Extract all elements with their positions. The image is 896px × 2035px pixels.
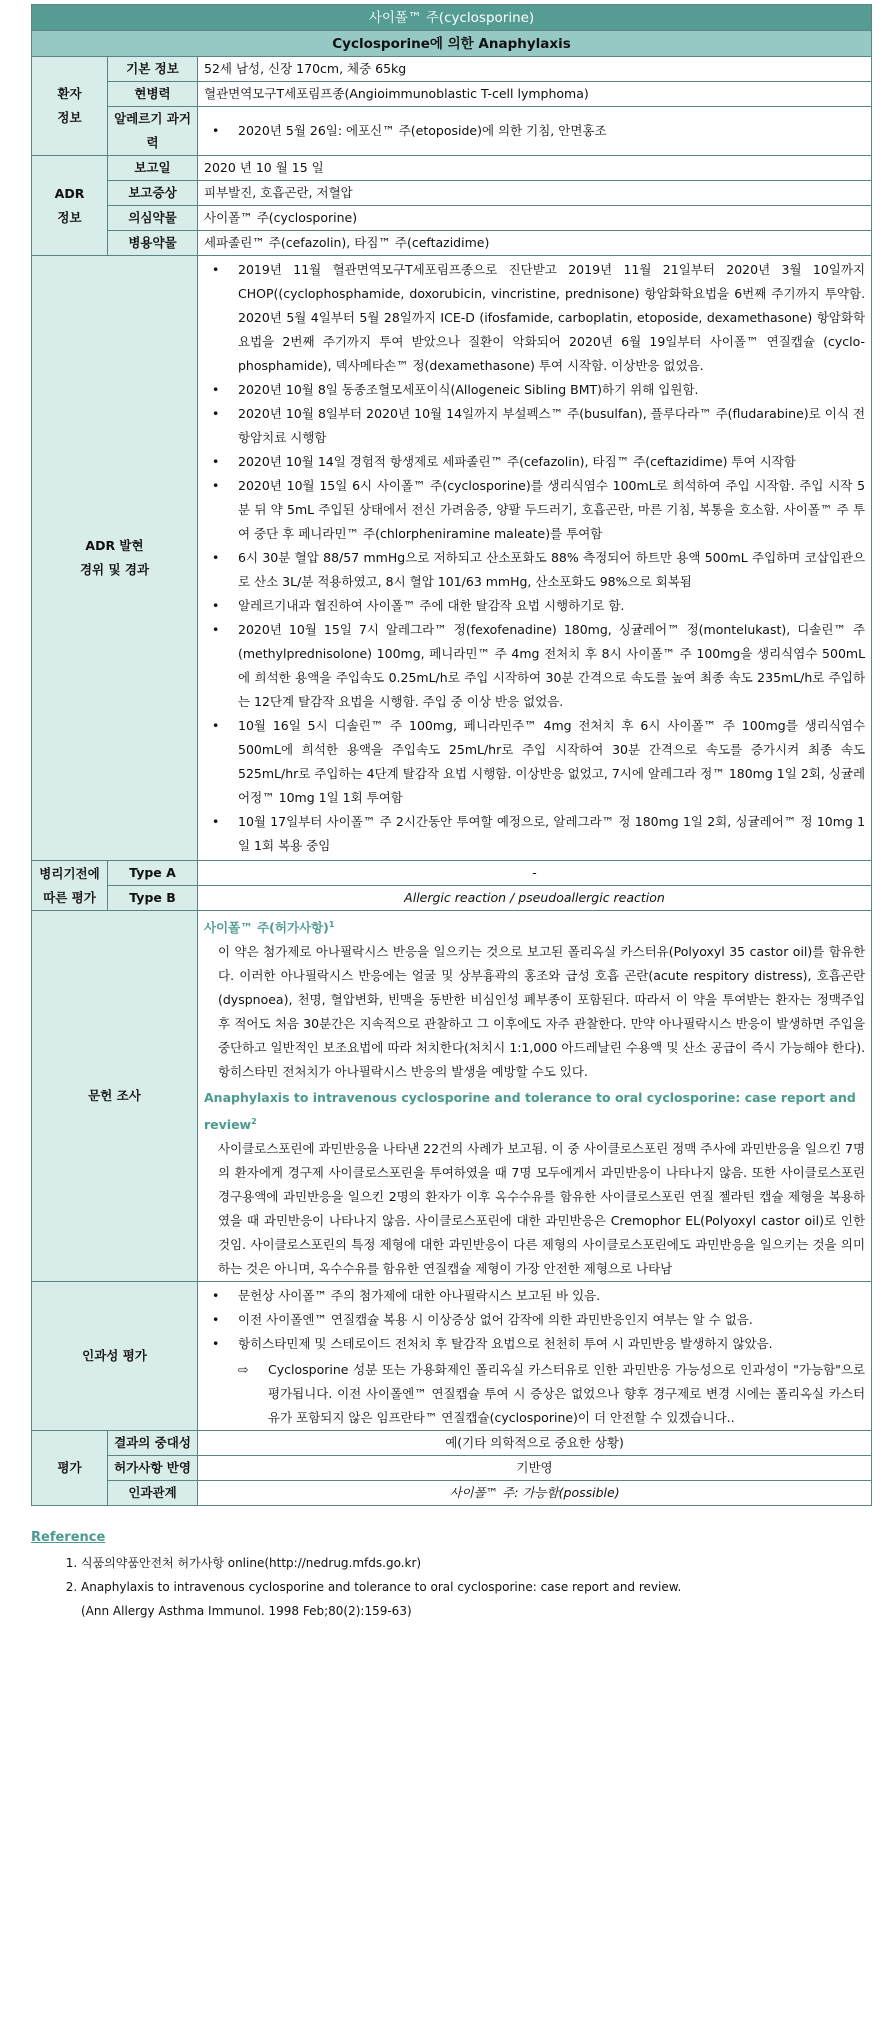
concomitant-drug-value: 세파졸린™ 주(cefazolin), 타짐™ 주(ceftazidime) [198, 231, 872, 256]
reference-item: 2. Anaphylaxis to intravenous cyclosporine and tolerance to oral cyclosporine: case report and review. (Ann Allergy Asthma Immunol. 1998 Feb;80(2):159-63) [81, 1575, 871, 1623]
course-item: • 2020년 10월 15일 6시 사이폴™ 주(cyclosporine)를 생리식염수 100mL로 희석하여 주입 시작함. 주입 시작 5분 뒤 약 5mL 주입된 상태에서 전신 가려움증, 양팔 두드러기, 호흡곤란, 마른 기침, 복통을 호소함. 사이폴™ 주 투여 중단 후 페니라민™ 주(chlorpheniramine maleate)를 투여함 [204, 474, 865, 546]
allergy-history-item: • 2020년 5월 26일: 에포신™ 주(etoposide)에 의한 기침, 안면홍조 [204, 119, 865, 143]
adr-report-table [31, 4, 872, 1506]
course-item: • 2019년 11월 혈관면역모구T세포림프종으로 진단받고 2019년 11월 21일부터 2020년 3월 10일까지 CHOP((cyclophosphamide, doxorubicin, vincristine, prednisone) 항암화학요법을 6번째 주기까지 투약함. 2020년 5월 4일부터 5월 28일까지 ICE-D (ifosfamide, carboplatin, etoposide, dexamethasone) 항암화학요법을 2번째 주기까지 투여 받았으나 질환이 악화되어 2020년 6월 19일부터 사이폴™ 연질캡슐 (cyclo-phosphamide), 덱사메타손™ 정(dexamethasone) 투여 시작함. 이상반응 없었음. [204, 258, 865, 378]
basic-info-value: 52세 남성, 신장 170cm, 체중 65kg [198, 57, 872, 82]
severity-label: 결과의 중대성 [108, 1431, 198, 1456]
literature-section-title: Anaphylaxis to intravenous cyclosporine and tolerance to oral cyclosporine: case report and review$^2$ [204, 1090, 856, 1133]
patient-info-group-label: 환자 정보 [32, 57, 108, 156]
concomitant-drug-label: 병용약물 [108, 231, 198, 256]
reported-symptoms-label: 보고증상 [108, 181, 198, 206]
suspected-drug-label: 의심약물 [108, 206, 198, 231]
report-title: 사이폴™ 주(cyclosporine) [32, 5, 872, 31]
arrow-right-icon: ⇨ [238, 1362, 249, 1378]
course-item: • 10월 17일부터 사이폴™ 주 2시간동안 투여할 예정으로, 알레그라™ 정 180mg 1일 2회, 싱귤레어™ 정 10mg 1일 1회 복용 중임 [204, 810, 865, 858]
course-item: • 2020년 10월 8일부터 2020년 10월 14일까지 부설펙스™ 주(busulfan), 플루다라™ 주(fludarabine)로 이식 전 항암치료 시행함 [204, 402, 865, 450]
reference-item: 1. 식품의약품안전처 허가사항 online(http://nedrug.mfds.go.kr) [81, 1551, 871, 1575]
type-b-value: Allergic reaction / pseudoallergic reaction [198, 886, 872, 911]
literature-section-body: 사이클로스포린에 과민반응을 나타낸 22건의 사례가 보고됨. 이 중 사이클로스포린 정맥 주사에 과민반응을 일으킨 7명의 환자에게 경구제 사이클로스포린을 투여하였을 때 7명 모두에게서 과민반응이 나타나지 않음. 또한 사이클로스포린 경구용액에 과민반응을 일으킨 2명의 환자가 이후 옥수수유를 함유한 사이클로스포린 연질 젤라틴 캡슐 제형을 복용하였을 때 과민반응이 나타나지 않음. 사이클로스포린에 대한 과민반응은 Cremophor EL(Polyoxyl castor oil)로 인한 것임. 사이클로스포린의 특정 제형에 대한 과민반응이 다른 제형의 사이클로스포린에도 과민반응을 일으키는 것을 의미하는 것은 아니며, 옥수수유를 함유한 연질캡슐 제형이 가장 안전한 제형으로 나타남 [218, 1141, 866, 1277]
course-item: • 2020년 10월 8일 동종조혈모세포이식(Allogeneic Sibling BMT)하기 위해 입원함. [204, 378, 865, 402]
course-item: • 10월 16일 5시 디솔린™ 주 100mg, 페니라민주™ 4mg 전처치 후 6시 사이폴™ 주 100mg를 생리식염수 500mL에 희석한 용액을 주입속도 25mL/hr로 주입 시작하여 30분 간격으로 속도를 증가시켜 최종 속도 525mL/hr로 주입하는 4단계 탈감작 요법 시행함. 이상반응 없었고, 7시에 알레그라 정™ 180mg 1일 2회, 싱귤레어정™ 10mg 1일 1회 투여함 [204, 714, 865, 810]
course-item: • 2020년 10월 14일 경험적 항생제로 세파졸린™ 주(cefazolin), 타짐™ 주(ceftazidime) 투여 시작함 [204, 450, 865, 474]
causality-content [198, 1282, 872, 1431]
reported-symptoms-value: 피부발진, 호흡곤란, 저혈압 [198, 181, 872, 206]
type-a-label: Type A [108, 861, 198, 886]
course-item: • 알레르기내과 협진하여 사이폴™ 주에 대한 탈감작 요법 시행하기로 함. [204, 594, 865, 618]
literature-label: 문헌 조사 [32, 911, 198, 1282]
adr-report [31, 4, 871, 1623]
causality-label: 인과성 평가 [32, 1282, 198, 1431]
adr-course-content [198, 256, 872, 861]
reference-section [31, 1530, 871, 1623]
causal-relationship-value: 사이폴™ 주: 가능함(possible) [198, 1481, 872, 1506]
label-reflection-value: 기반영 [198, 1456, 872, 1481]
causality-conclusion: ⇨ Cyclosporine 성분 또는 가용화제인 폴리옥실 카스터유로 인한 과민반응 가능성으로 인과성이 "가능함"으로 평가됩니다. 이전 사이폴엔™ 연질캡슐 투여 시 증상은 없었으나 향후 경구제로 변경 시에는 폴리옥실 카스터유가 포함되지 않은 임프란타™ 연질캡슐(cyclosporine)이 더 안전할 수 있겠습니다.. [204, 1358, 865, 1430]
causality-list [204, 1284, 865, 1356]
course-item: • 2020년 10월 15일 7시 알레그라™ 정(fexofenadine) 180mg, 싱귤레어™ 정(montelukast), 디솔린™ 주(methylprednisolone) 100mg, 페니라민™ 주 4mg 전처치 후 8시 사이폴™ 주 100mg을 생리식염수 500mL에 희석한 용액을 주입속도 0.25mL/h로 주입 시작하여 30분 간격으로 속도를 높여 최종 속도 235mL/h로 주입하는 12단계 탈감작 요법을 시행함. 주입 중 이상 반응 없었음. [204, 618, 865, 714]
report-subtitle: Cyclosporine에 의한 Anaphylaxis [32, 31, 872, 57]
adr-course-label: ADR 발현 경위 및 경과 [32, 256, 198, 861]
severity-value: 예(기타 의학적으로 중요한 상황) [198, 1431, 872, 1456]
literature-section-title: 사이폴™ 주(허가사항)$^1$ [204, 920, 335, 936]
basic-info-label: 기본 정보 [108, 57, 198, 82]
causality-item: • 이전 사이폴엔™ 연질캡슐 복용 시 이상증상 없어 감작에 의한 과민반응인지 여부는 알 수 없음. [204, 1308, 865, 1332]
allergy-history-label: 알레르기 과거력 [108, 107, 198, 156]
reference-title: Reference [31, 1530, 106, 1546]
current-illness-value: 혈관면역모구T세포림프종(Angioimmunoblastic T-cell lymphoma) [198, 82, 872, 107]
adr-course-list [204, 258, 865, 858]
report-date-label: 보고일 [108, 156, 198, 181]
evaluation-group-label: 평가 [32, 1431, 108, 1506]
literature-section-body: 이 약은 첨가제로 아나필락시스 반응을 일으키는 것으로 보고된 폴리옥실 카스터유(Polyoxyl 35 castor oil)를 함유한다. 이러한 아나필락시스 반응에는 얼굴 및 상부흉곽의 홍조와 급성 호흡 곤란(acute respitory distress), 호흡곤란(dyspnoea), 천명, 혈압변화, 빈맥을 동반한 비심인성 폐부종이 포함된다. 따라서 이 약을 투여받는 환자는 정맥주입 후 적어도 처음 30분간은 지속적으로 관찰하고 그 이후에도 자주 관찰한다. 만약 아나필락시스 반응이 발생하면 주입을 중단하고 일반적인 보조요법에 따라 처치한다(처치시 1:1,000 아드레날린 수용액 및 산소 공급이 즉시 가능해야 한다). 항히스타민 전처치가 아나필락시스 반응의 발생을 예방할 수도 있다. [218, 944, 866, 1080]
type-b-label: Type B [108, 886, 198, 911]
course-item: • 6시 30분 혈압 88/57 mmHg으로 저하되고 산소포화도 88% 측정되어 하트만 용액 500mL 주입하며 코삽입관으로 산소 3L/분 적용하였고, 8시 혈압 101/63 mmHg, 산소포화도 98%으로 회복됨 [204, 546, 865, 594]
adr-info-group-label: ADR 정보 [32, 156, 108, 256]
type-a-value: - [198, 861, 872, 886]
causality-item: • 문헌상 사이폴™ 주의 첨가제에 대한 아나필락시스 보고된 바 있음. [204, 1284, 865, 1308]
suspected-drug-value: 사이폴™ 주(cyclosporine) [198, 206, 872, 231]
causal-relationship-label: 인과관계 [108, 1481, 198, 1506]
current-illness-label: 현병력 [108, 82, 198, 107]
mechanism-group-label: 병리기전에 따른 평가 [32, 861, 108, 911]
report-date-value: 2020 년 10 월 15 일 [198, 156, 872, 181]
label-reflection-label: 허가사항 반영 [108, 1456, 198, 1481]
literature-content [198, 911, 872, 1282]
causality-item: • 항히스타민제 및 스테로이드 전처치 후 탈감작 요법으로 천천히 투여 시 과민반응 발생하지 않았음. [204, 1332, 865, 1356]
allergy-history-value [198, 107, 872, 156]
